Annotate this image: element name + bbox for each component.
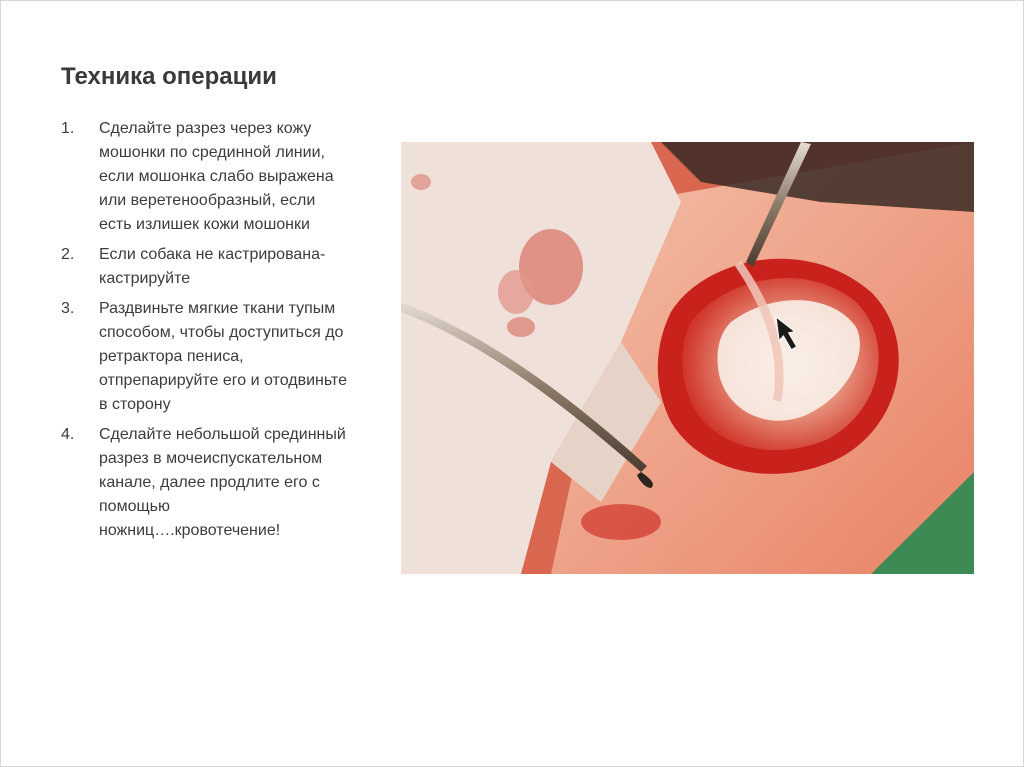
list-item — [61, 117, 351, 237]
blood-stain — [581, 504, 661, 540]
list-item — [61, 423, 351, 543]
blood-stain — [411, 174, 431, 190]
step-text: Сделайте разрез через кожу мошонки по срединной линии, если мошонка слабо выражена или веретенообразный, если есть излишек кожи мошонки — [99, 120, 334, 233]
surgical-photo-illustration — [401, 142, 974, 574]
step-text: Раздвиньте мягкие ткани тупым способом, чтобы доступиться до ретрактора пениса, отпрепарируйте его и отодвиньте в сторону — [99, 300, 347, 413]
slide-title: Техника операции — [61, 63, 277, 90]
blood-stain — [498, 270, 534, 314]
blood-stain — [507, 317, 535, 337]
list-item — [61, 297, 351, 417]
step-number: 4. — [61, 426, 75, 443]
step-number: 3. — [61, 300, 75, 317]
steps-list — [61, 117, 351, 549]
step-number: 2. — [61, 246, 75, 263]
step-text: Сделайте небольшой срединный разрез в мочеиспускательном канале, далее продлите его с помощью ножниц….кровотечение! — [99, 426, 346, 539]
list-item — [61, 243, 351, 291]
surgical-photo — [401, 142, 974, 574]
step-number: 1. — [61, 120, 75, 137]
step-text: Если собака не кастрирована- кастрируйте — [99, 246, 326, 287]
